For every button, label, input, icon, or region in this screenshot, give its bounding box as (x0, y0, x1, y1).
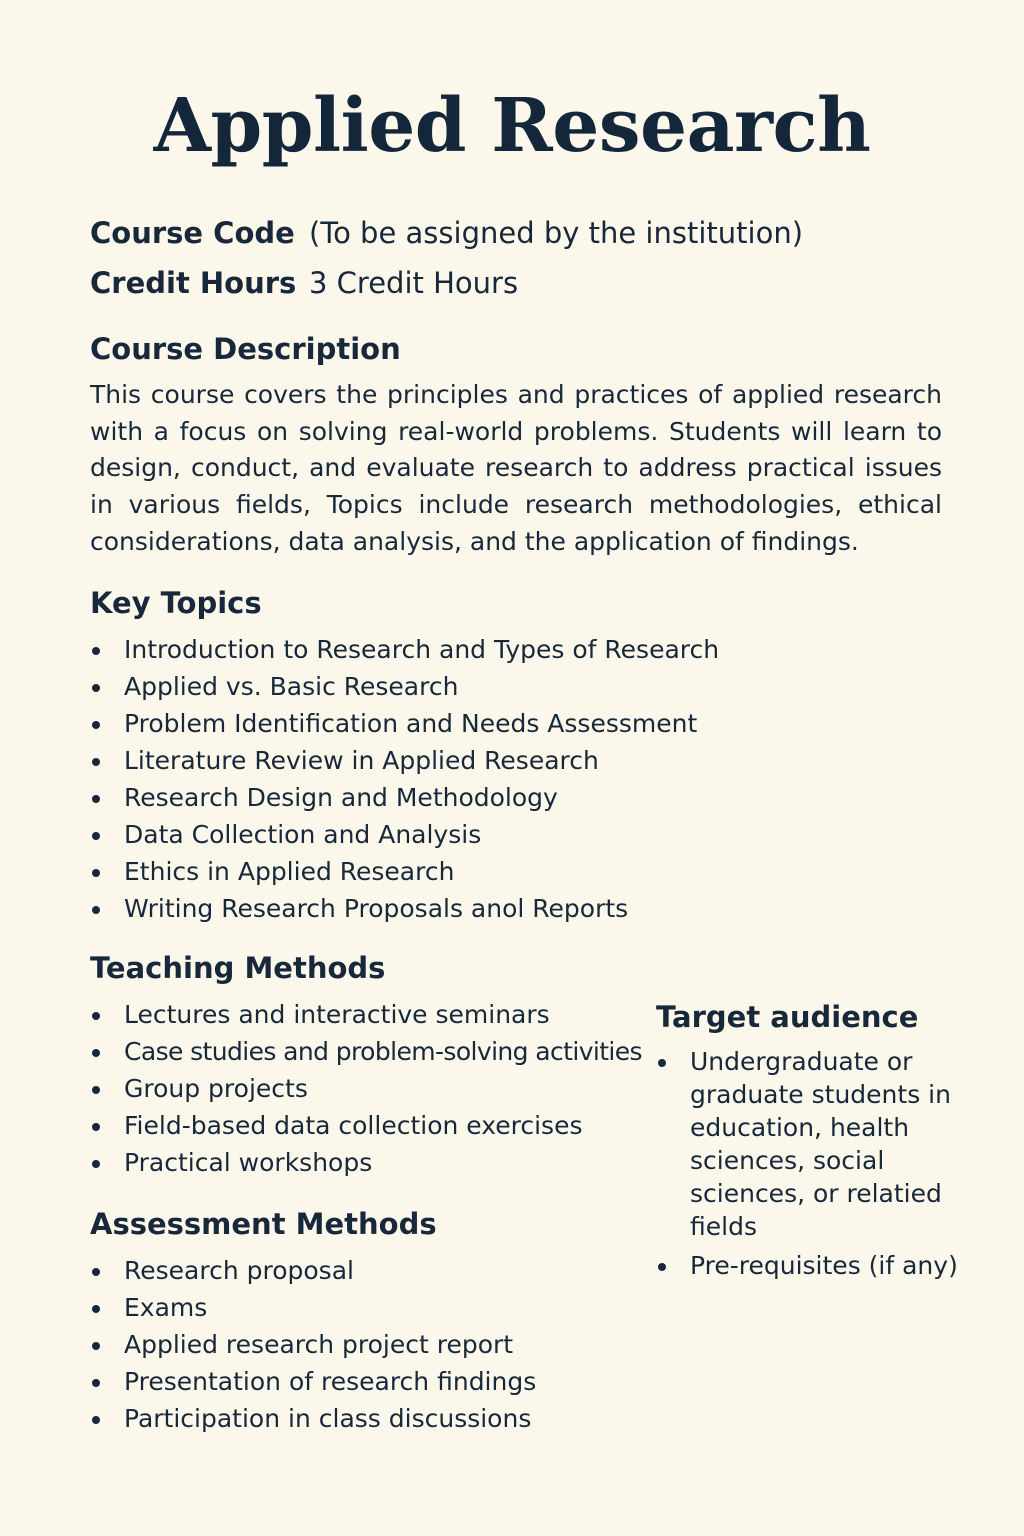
teaching-methods-section (90, 951, 642, 1181)
target-audience-heading: Target audience (656, 1000, 919, 1034)
credit-hours-row (90, 266, 803, 316)
credit-hours-label: Credit Hours (90, 266, 297, 300)
list-item: Applied vs. Basic Research (90, 668, 719, 705)
page-title: Applied Research (153, 83, 871, 169)
course-description-heading: Course Description (90, 332, 401, 366)
list-item: Pre-requisites (if any) (656, 1249, 966, 1282)
list-item: Participation in class discussions (90, 1400, 536, 1437)
list-item: Undergraduate or graduate students in education, health sciences, social sciences, or relatied fields (656, 1045, 966, 1243)
list-item: Problem Identification and Needs Assessment (90, 705, 719, 742)
target-audience-list (656, 1045, 966, 1282)
course-code-label: Course Code (90, 216, 295, 250)
course-code-value: (To be assigned by the institution) (309, 216, 804, 250)
assessment-methods-heading: Assessment Methods (90, 1207, 437, 1241)
key-topics-list (90, 631, 719, 927)
list-item: Lectures and interactive seminars (90, 996, 642, 1033)
list-item: Literature Review in Applied Research (90, 742, 719, 779)
assessment-methods-section (90, 1207, 536, 1437)
list-item: Research proposal (90, 1252, 536, 1289)
course-meta (90, 216, 803, 316)
course-code-row (90, 216, 803, 266)
course-description-text: This course covers the principles and practices of applied research with a focus on solving real-world problems. Students will learn to design, conduct, and evaluate research to address practical issues in various fields, Topics include research methodologies, ethical considerations, data analysis, and the application of findings. (90, 379, 942, 556)
target-audience-section (656, 1000, 966, 1288)
list-item: Presentation of research findings (90, 1363, 536, 1400)
list-item: Ethics in Applied Research (90, 853, 719, 890)
teaching-methods-list (90, 996, 642, 1181)
key-topics-section (90, 586, 719, 927)
assessment-methods-list (90, 1252, 536, 1437)
teaching-methods-heading: Teaching Methods (90, 951, 386, 985)
list-item: Data Collection and Analysis (90, 816, 719, 853)
list-item: Exams (90, 1289, 536, 1326)
list-item: Research Design and Methodology (90, 779, 719, 816)
list-item: Group projects (90, 1070, 642, 1107)
list-item: Case studies and problem-solving activities (90, 1033, 642, 1070)
list-item: Field-based data collection exercises (90, 1107, 642, 1144)
key-topics-heading: Key Topics (90, 586, 262, 620)
list-item: Applied research project report (90, 1326, 536, 1363)
course-description-section (90, 332, 942, 561)
list-item: Practical workshops (90, 1144, 642, 1181)
list-item: Introduction to Research and Types of Research (90, 631, 719, 668)
list-item: Writing Research Proposals anol Reports (90, 890, 719, 927)
credit-hours-value: 3 Credit Hours (309, 266, 519, 300)
